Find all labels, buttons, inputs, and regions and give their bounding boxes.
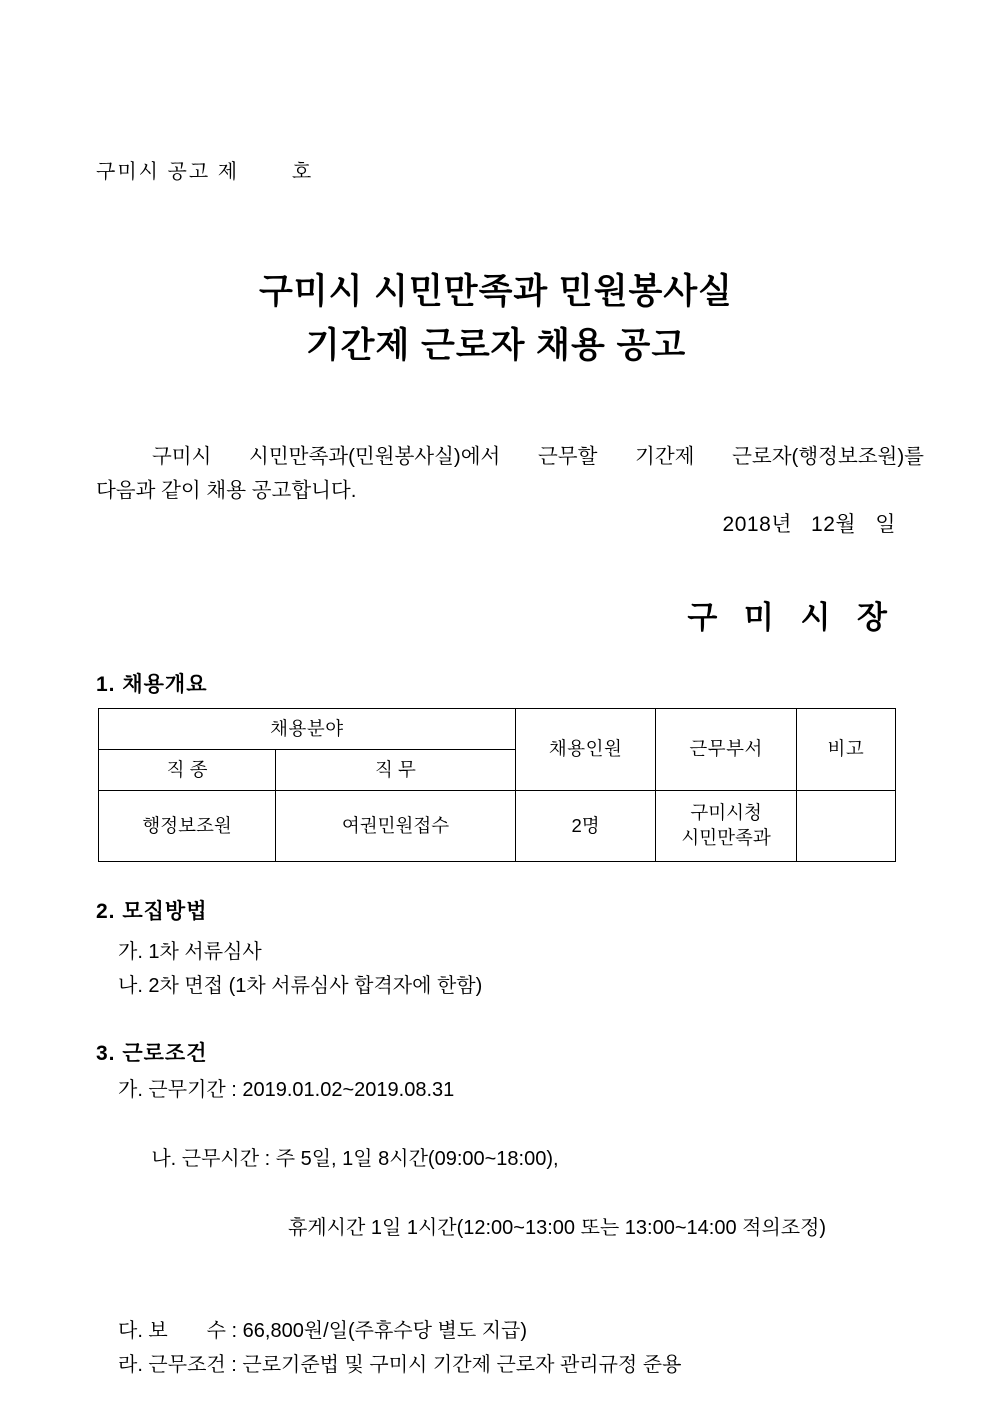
list-item: 다. 보 수 : 66,800원/일(주휴수당 별도 지급) — [118, 1319, 528, 1342]
list-item: 가. 근무기간 : 2019.01.02~2019.08.31 — [118, 1079, 455, 1101]
title-line-1: 구미시 시민만족과 민원봉사실 — [259, 272, 733, 311]
document-date: 2018년 12월 일 — [722, 513, 896, 536]
table-header-headcount: 채용인원 — [515, 709, 656, 791]
list-item: 라. 근무조건 : 근로기준법 및 구미시 기간제 근로자 관리규정 준용 — [118, 1354, 682, 1377]
cell-department-line-1: 구미시청 — [690, 802, 762, 824]
section-2-heading: 2. 모집방법 — [96, 900, 208, 923]
list-item-continuation: 휴게시간 1일 1시간(12:00~13:00 또는 13:00~14:00 적의조정) — [288, 1216, 827, 1239]
intro-line-2: 다음과 같이 채용 공고합니다. — [96, 478, 357, 502]
document-title — [0, 265, 992, 374]
section-3-list — [118, 1073, 826, 1383]
intro-line-1: 구미시 시민만족과(민원봉사실)에서 근무할 기간제 근로자(행정보조원)를 — [152, 445, 924, 468]
section-2-list — [118, 935, 482, 1004]
section-3-heading: 3. 근로조건 — [96, 1042, 208, 1065]
list-item — [118, 1107, 826, 1313]
table-header-note: 비고 — [796, 709, 895, 791]
cell-department-line-2: 시민만족과 — [681, 827, 771, 848]
table-header-department: 근무부서 — [656, 709, 797, 791]
cell-note — [796, 791, 895, 862]
recruitment-table-wrapper — [98, 708, 896, 862]
cell-headcount: 2명 — [515, 791, 656, 862]
cell-department — [656, 791, 797, 862]
table-header-row-1 — [99, 709, 896, 750]
section-1-heading: 1. 채용개요 — [96, 673, 208, 696]
title-line-2: 기간제 근로자 채용 공고 — [305, 326, 687, 366]
cell-job-type: 행정보조원 — [99, 791, 276, 862]
list-item: 나. 2차 면접 (1차 서류심사 합격자에 한함) — [118, 975, 483, 998]
notice-number: 구미시 공고 제 호 — [96, 161, 314, 183]
list-item-text: 나. 근무시간 : 주 5일, 1일 8시간(09:00~18:00), — [151, 1147, 559, 1170]
list-item: 가. 1차 서류심사 — [118, 941, 262, 963]
table-row — [99, 791, 896, 862]
document-issuer: 구 미 시 장 — [687, 600, 896, 635]
recruitment-table — [98, 708, 896, 862]
intro-paragraph — [96, 440, 924, 508]
table-header-job-duty: 직 무 — [276, 750, 516, 791]
table-header-group-field: 채용분야 — [99, 709, 516, 750]
cell-job-duty: 여권민원접수 — [276, 791, 516, 862]
table-header-job-type: 직 종 — [99, 750, 276, 791]
